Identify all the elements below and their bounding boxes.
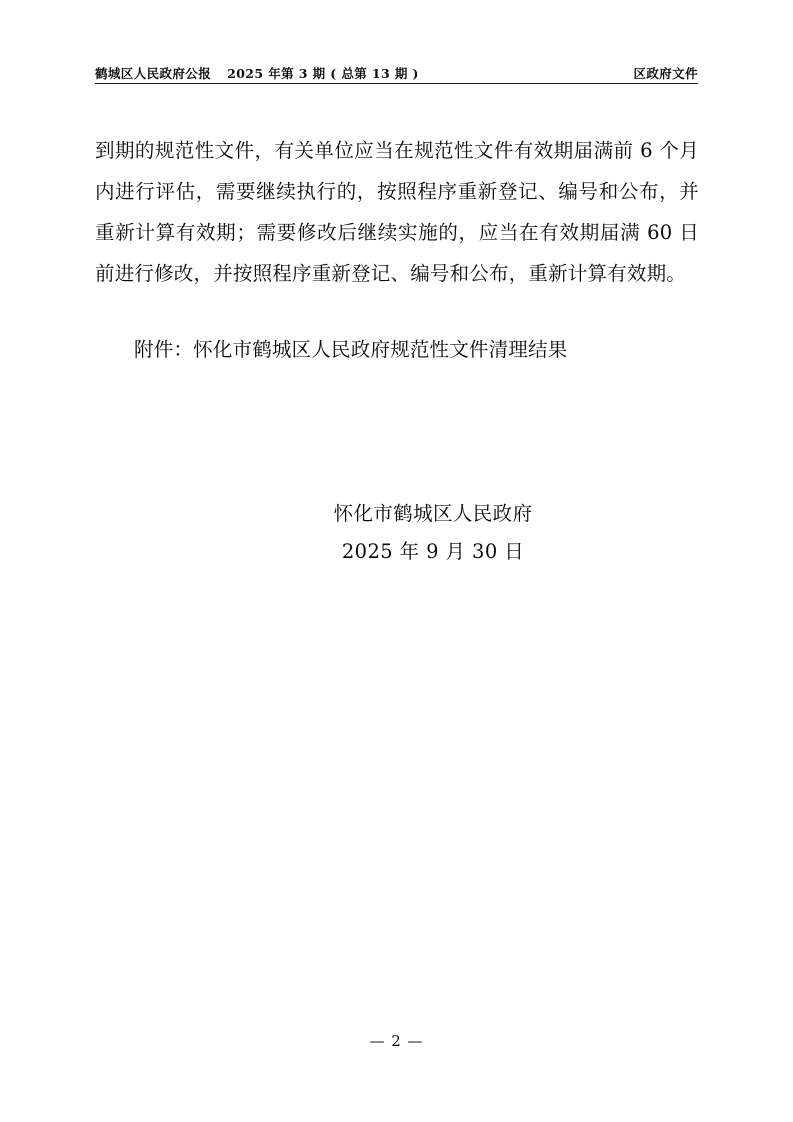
header-publication-name: 鹤城区人民政府公报 bbox=[95, 66, 212, 81]
signature-issuer: 怀化市鹤城区人民政府 bbox=[333, 502, 533, 525]
document-body bbox=[95, 110, 699, 389]
header-issue-info: 2025 年第 3 期 ( 总第 13 期 ) bbox=[227, 66, 419, 81]
page-number: — 2 — bbox=[369, 1032, 424, 1050]
signature-block bbox=[95, 495, 699, 571]
body-paragraph: 到期的规范性文件，有关单位应当在规范性文件有效期届满前 6 个月内进行评估，需要继续执行的，按照程序重新登记、编号和公布，并重新计算有效期；需要修改后继续实施的，应当在有效期届满 60 日前进行修改，并按照程序重新登记、编号和公布，重新计算有效期。 bbox=[95, 138, 699, 285]
header-document-category: 区政府文件 bbox=[633, 66, 698, 81]
signature-date: 2025 年 9 月 30 日 bbox=[341, 540, 525, 563]
running-header bbox=[95, 56, 698, 82]
header-divider bbox=[95, 83, 698, 84]
attachment-line: 附件：怀化市鹤城区人民政府规范性文件清理结果 bbox=[134, 337, 568, 361]
